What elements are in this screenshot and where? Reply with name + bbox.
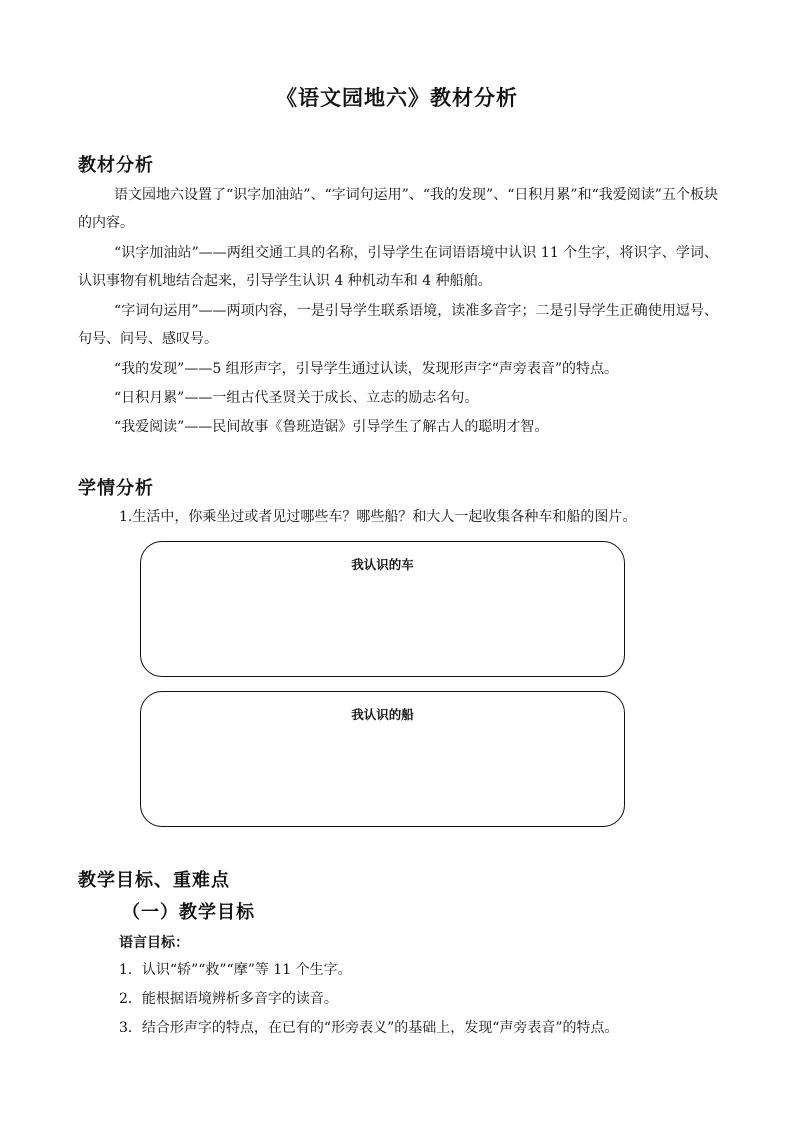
objective-item-3: 3．结合形声字的特点，在已有的“形旁表义”的基础上，发现“声旁表音”的特点。 bbox=[119, 1020, 619, 1036]
paragraph-literacy-station: “识字加油站”——两组交通工具的名称，引导学生在词语语境中认识 11 个生字，将识字、学词、认识事物有机地结合起来，引导学生认识 4 种机动车和 4 种船舶。 bbox=[78, 245, 718, 289]
section-heading-material-analysis: 教材分析 bbox=[78, 155, 154, 176]
section-heading-objectives: 教学目标、重难点 bbox=[78, 870, 230, 891]
ships-box bbox=[140, 691, 625, 827]
objective-item-1: 1．认识“轿”“救”“摩”等 11 个生字。 bbox=[119, 962, 352, 978]
vehicles-box bbox=[140, 541, 625, 677]
paragraph-daily-accumulation: “日积月累”——一组古代圣贤关于成长、立志的励志名句。 bbox=[114, 390, 479, 406]
paragraph-love-reading: “我爱阅读”——民间故事《鲁班造锯》引导学生了解古人的聪明才智。 bbox=[114, 419, 549, 435]
document-title: 《语文园地六》教材分析 bbox=[276, 85, 518, 110]
subheading-teaching-objectives: （一）教学目标 bbox=[122, 902, 255, 923]
objective-item-2: 2．能根据语境辨析多音字的读音。 bbox=[119, 991, 338, 1007]
vehicles-box-label: 我认识的车 bbox=[351, 557, 414, 572]
language-objectives-label: 语言目标： bbox=[119, 935, 189, 951]
paragraph-my-discovery: “我的发现”——5 组形声字，引导学生通过认读，发现形声字“声旁表音”的特点。 bbox=[114, 361, 618, 377]
question-vehicles-ships: 1.生活中，你乘坐过或者见过哪些车？哪些船？和大人一起收集各种车和船的图片。 bbox=[119, 509, 637, 525]
section-heading-learning-analysis: 学情分析 bbox=[78, 478, 154, 499]
ships-box-label: 我认识的船 bbox=[351, 707, 414, 722]
paragraph-word-sentence-use: “字词句运用”——两项内容，一是引导学生联系语境，读准多音字；二是引导学生正确使用逗号、句号、问号、感叹号。 bbox=[78, 303, 718, 347]
paragraph-overview: 语文园地六设置了“识字加油站”、“字词句运用”、“我的发现”、“日积月累”和“我爱阅读”五个板块的内容。 bbox=[78, 187, 718, 231]
